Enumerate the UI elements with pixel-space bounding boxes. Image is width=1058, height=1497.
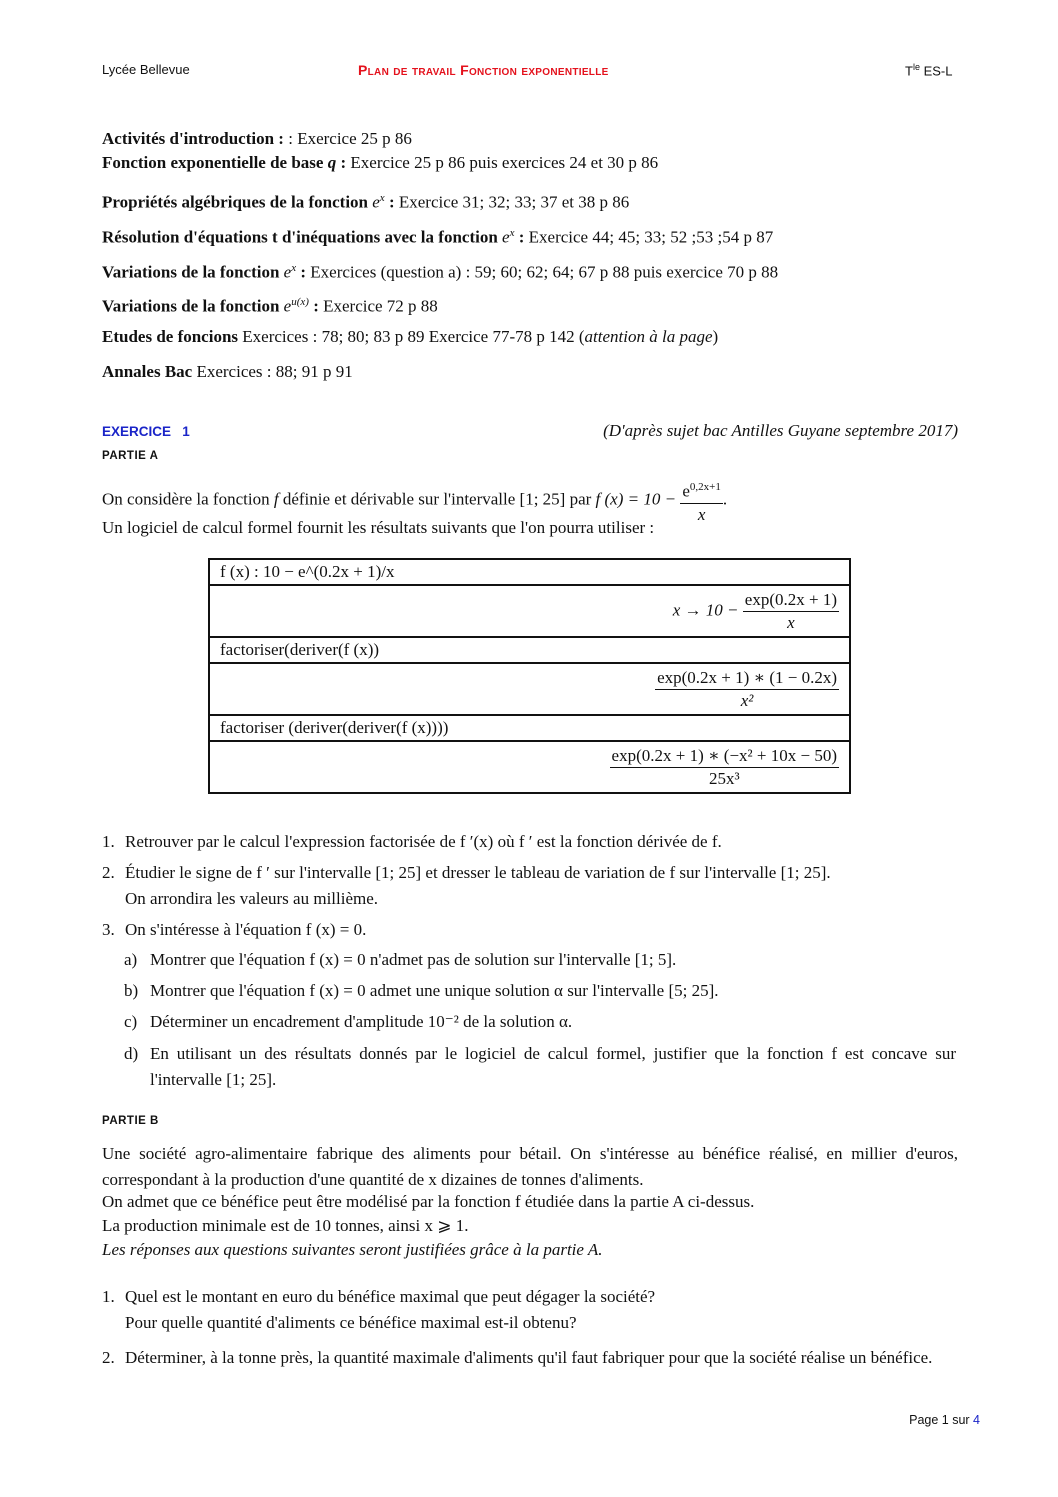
partie-a-intro2: Un logiciel de calcul formel fournit les résultats suivants que l'on pourra utiliser :	[102, 518, 655, 537]
exercise-title: EXERCICE 1	[102, 424, 190, 439]
partie-b-p2: On admet que ce bénéfice peut être modélisé par la fonction f étudiée dans la partie A ci-dessus.	[102, 1192, 755, 1211]
partie-b-p1: Une société agro-alimentaire fabrique des aliments pour bétail. On s'intéresse au bénéfice réalisé, en millier d'euros, correspondant à la production d'une quantité de x dizaines de tonnes d'aliments.	[102, 1144, 958, 1189]
exercise-source: (D'après sujet bac Antilles Guyane septembre 2017)	[603, 421, 958, 440]
partie-b-p4: Les réponses aux questions suivantes seront justifiées grâce à la partie A.	[102, 1240, 603, 1259]
plan-item-variations-ex: Variations de la fonction $e^x$ : Exercices (question a) : 59; 60; 62; 64; 67 p 88 puis exercice 70 p 88	[102, 262, 779, 282]
plan-item-annales: Annales Bac Exercices : 88; 91 p 91	[102, 362, 353, 381]
fraction: $\frac{e^{0,2x+1}}{x}$	[680, 476, 723, 526]
plan-item-etudes: Etudes de foncions Exercices : 78; 80; 83 p 89 Exercice 77-78 p 142 (attention à la page)	[102, 327, 719, 346]
plan-item-intro: Activités d'introduction : : Exercice 25 p 86	[102, 129, 412, 148]
subquestion-c: c) Déterminer un encadrement d'amplitude 10⁻² de la solution α.	[124, 1012, 573, 1031]
header-title: Plan de travail Fonction exponentielle	[358, 62, 609, 78]
cas-row-output: $\frac{\text{exp(0.2x + 1) ∗ (−x² + 10x − 50)}}{\text{25x³}}$	[209, 741, 850, 793]
cas-row-input: factoriser(deriver(f (x))	[209, 637, 850, 663]
question-a3: 3. On s'intéresse à l'équation f (x) = 0.	[102, 920, 367, 939]
question-a1: 1. Retrouver par le calcul l'expression factorisée de f ′(x) où f ′ est la fonction dérivée de f.	[102, 832, 722, 851]
question-b2: 2. Déterminer, à la tonne près, la quantité maximale d'aliments qu'il faut fabriquer pour que la société réalise un bénéfice.	[102, 1348, 933, 1367]
header-school: Lycée Bellevue	[102, 62, 190, 77]
partie-a-title: PARTIE A	[102, 450, 159, 462]
plan-item-base-q: Fonction exponentielle de base q : Exercice 25 p 86 puis exercices 24 et 30 p 86	[102, 153, 659, 172]
cas-row-input: factoriser (deriver(deriver(f (x))))	[209, 715, 850, 741]
plan-item-algebraic: Propriétés algébriques de la fonction $e^x$ : Exercice 31; 32; 33; 37 et 38 p 86	[102, 192, 630, 212]
subquestion-a: a) Montrer que l'équation f (x) = 0 n'admet pas de solution sur l'intervalle [1; 5].	[124, 950, 677, 969]
cas-row-input: f (x) : 10 − e^(0.2x + 1)/x	[209, 559, 850, 585]
plan-item-variations-eu: Variations de la fonction $e^{u(x)}$ : Exercice 72 p 88	[102, 296, 438, 316]
cas-table	[208, 558, 851, 794]
partie-a-intro: On considère la fonction f définie et dérivable sur l'intervalle [1; 25] par f (x) = 10 − $\frac{e^{0,2x+1}}{x}$ .	[102, 476, 958, 526]
plan-item-equations: Résolution d'équations t d'inéquations avec la fonction $e^x$ : Exercice 44; 45; 33; 52 ;53 ;54 p 87	[102, 227, 774, 247]
partie-b-title: PARTIE B	[102, 1115, 159, 1127]
partie-b-p3: La production minimale est de 10 tonnes, ainsi x ⩾ 1.	[102, 1216, 469, 1235]
class-letter: T	[905, 63, 913, 79]
class-tail: ES-L	[919, 63, 953, 79]
subquestion-b: b) Montrer que l'équation f (x) = 0 admet une unique solution α sur l'intervalle [5; 25].	[124, 981, 719, 1000]
cas-row-output: $\frac{\exp(0.2x + 1) ∗ (1 - 0.2x)}{\text{x²}}$	[209, 663, 850, 715]
class-sup: le	[912, 62, 920, 72]
question-b1: 1. Quel est le montant en euro du bénéfice maximal que peut dégager la société? Pour quelle quantité d'aliments ce bénéfice maximal est-il obtenu?	[102, 1287, 656, 1332]
question-a2: 2. Étudier le signe de f ′ sur l'intervalle [1; 25] et dresser le tableau de variation de f sur l'intervalle [1; 25]. On arrondira les valeurs au millième.	[102, 863, 831, 908]
cas-row-output: x → 10 − $\frac{\exp(0.2x + 1)}{x}$	[209, 585, 850, 637]
page-number: Page 1 sur 4	[909, 1413, 980, 1427]
subquestion-d: d) En utilisant un des résultats donnés par le logiciel de calcul formel, justifier que la fonction f est concave sur l'intervalle [1; 25].	[124, 1044, 956, 1089]
header-class	[905, 62, 952, 78]
